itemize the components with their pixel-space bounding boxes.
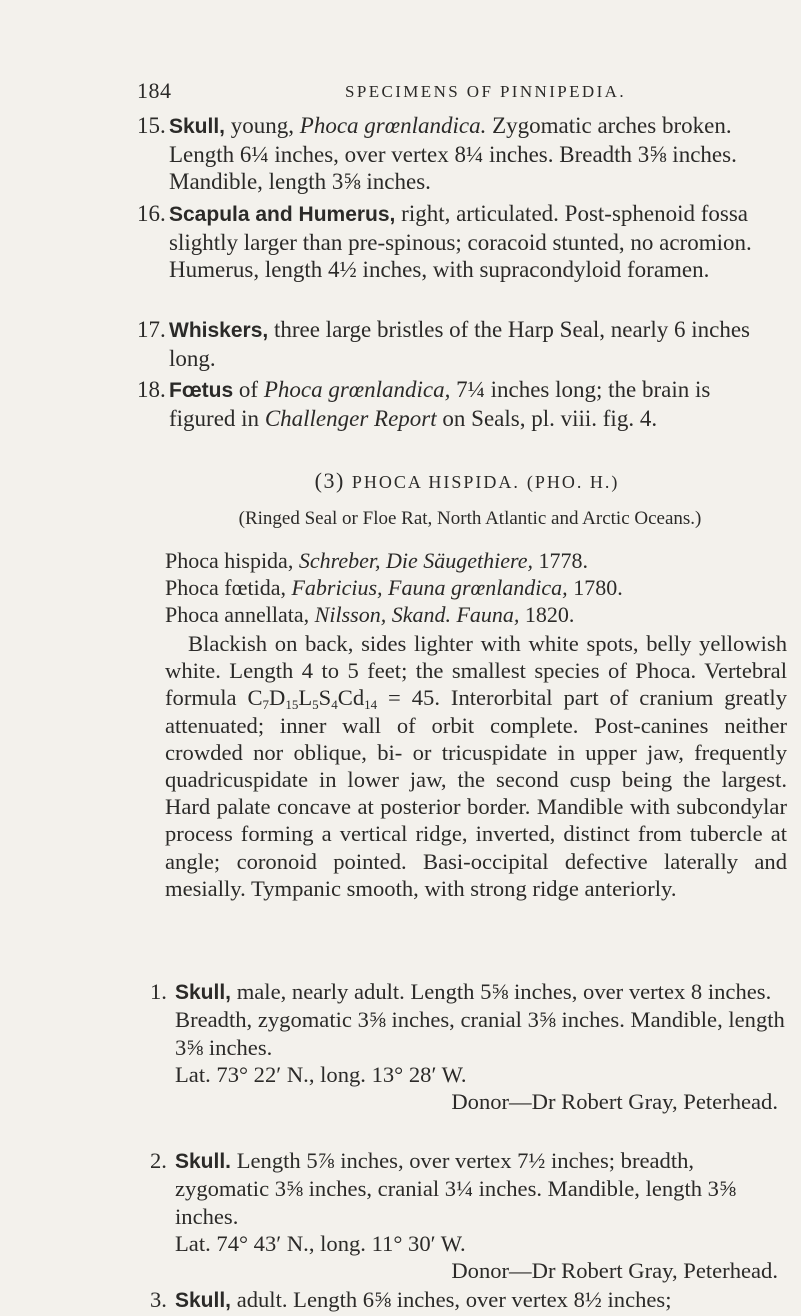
page-number: 184 [137, 78, 172, 103]
species-name: PHOCA HISPIDA. [351, 472, 520, 492]
specimen-3 [150, 1286, 790, 1314]
running-head: SPECIMENS OF PINNIPEDIA. [345, 82, 626, 101]
synonym-line: Phoca fœtida, Fabricius, Fauna grœnlandica, 1780. [165, 575, 623, 600]
specimen-text: Length 5⅞ inches, over vertex 7½ inches; breadth, zygomatic 3⅝ inches, cranial 3¼ inches. Mandible, length 3⅝ inches. [175, 1148, 736, 1229]
specimen-heading: Skull, [175, 981, 232, 1004]
specimen-number: 3. [150, 1287, 167, 1312]
specimen-1 [150, 978, 790, 1115]
specimen-location: Lat. 73° 22′ N., long. 13° 28′ W. [175, 1061, 467, 1087]
entry-17 [137, 316, 757, 372]
entry-text: of Phoca grœnlandica, 7¼ inches long; the brain is figured in Challenger Report on Seals, pl. viii. fig. 4. [169, 377, 711, 431]
specimen-number: 1. [150, 979, 167, 1004]
entry-heading: Skull, [169, 115, 226, 138]
entry-16 [137, 200, 757, 284]
entry-heading: Fœtus [169, 379, 234, 402]
entry-text: right, articulated. Post-sphenoid fossa slightly larger than pre-spinous; coracoid stunted, no acromion. Humerus, length 4½ inches, with supracondyloid foramen. [169, 201, 752, 282]
entry-text: three large bristles of the Harp Seal, nearly 6 inches long. [169, 317, 750, 371]
entry-18 [137, 376, 757, 432]
specimen-text: male, nearly adult. Length 5⅝ inches, over vertex 8 inches. Breadth, zygomatic 3⅝ inches, cranial 3⅝ inches. Mandible, length 3⅝ inches. [175, 979, 785, 1060]
specimen-location: Lat. 74° 43′ N., long. 11° 30′ W. [175, 1230, 466, 1256]
entry-number: 17. [137, 317, 166, 342]
entry-heading: Scapula and Humerus, [169, 203, 396, 226]
synonym-line: Phoca annellata, Nilsson, Skand. Fauna, 1820. [165, 602, 575, 627]
species-abbreviation: (PHO. H.) [526, 472, 620, 492]
specimen-number: 2. [150, 1148, 167, 1173]
entry-number: 18. [137, 377, 166, 402]
entry-15 [137, 112, 757, 196]
species-description: Blackish on back, sides lighter with white spots, belly yellowish white. Length 4 to 5 feet; the smallest species of Phoca. Vertebral formula $C_7D_{15}L_5S_4Cd_{14} = 45$. Interorbital part of cranium greatly attenuated; inner wall of orbit complete. Post-canines neither crowded nor oblique, bi- or tricuspidate in upper jaw, frequently quadricuspidate in lower jaw, the second cusp being the largest. Hard palate concave at posterior border. Mandible with subcondylar process forming a vertical ridge, inverted, distinct from tubercle at angle; coronoid pointed. Basi-occipital defective laterally and mesially. Tympanic smooth, with strong ridge anteriorly. [165, 631, 787, 901]
species-heading [137, 468, 797, 494]
specimen-heading: Skull, [175, 1289, 232, 1312]
specimen-donor: Donor—Dr Robert Gray, Peterhead. [451, 1089, 778, 1115]
species-common-names: (Ringed Seal or Floe Rat, North Atlantic and Arctic Oceans.) [238, 508, 702, 529]
entry-number: 16. [137, 201, 166, 226]
specimen-2 [150, 1147, 790, 1284]
species-number: (3) [314, 468, 345, 493]
entry-number: 15. [137, 113, 166, 138]
specimen-heading: Skull. [175, 1150, 232, 1173]
specimen-donor: Donor—Dr Robert Gray, Peterhead. [451, 1258, 778, 1284]
entry-heading: Whiskers, [169, 319, 269, 342]
synonym-list [165, 547, 785, 628]
entry-text: young, Phoca grœnlandica. Zygomatic arches broken. Length 6¼ inches, over vertex 8¼ inches. Breadth 3⅝ inches. Mandible, length 3⅝ inches. [169, 113, 737, 194]
synonym-line: Phoca hispida, Schreber, Die Säugethiere, 1778. [165, 548, 589, 573]
specimen-text: adult. Length 6⅝ inches, over vertex 8½ inches; [236, 1287, 672, 1312]
